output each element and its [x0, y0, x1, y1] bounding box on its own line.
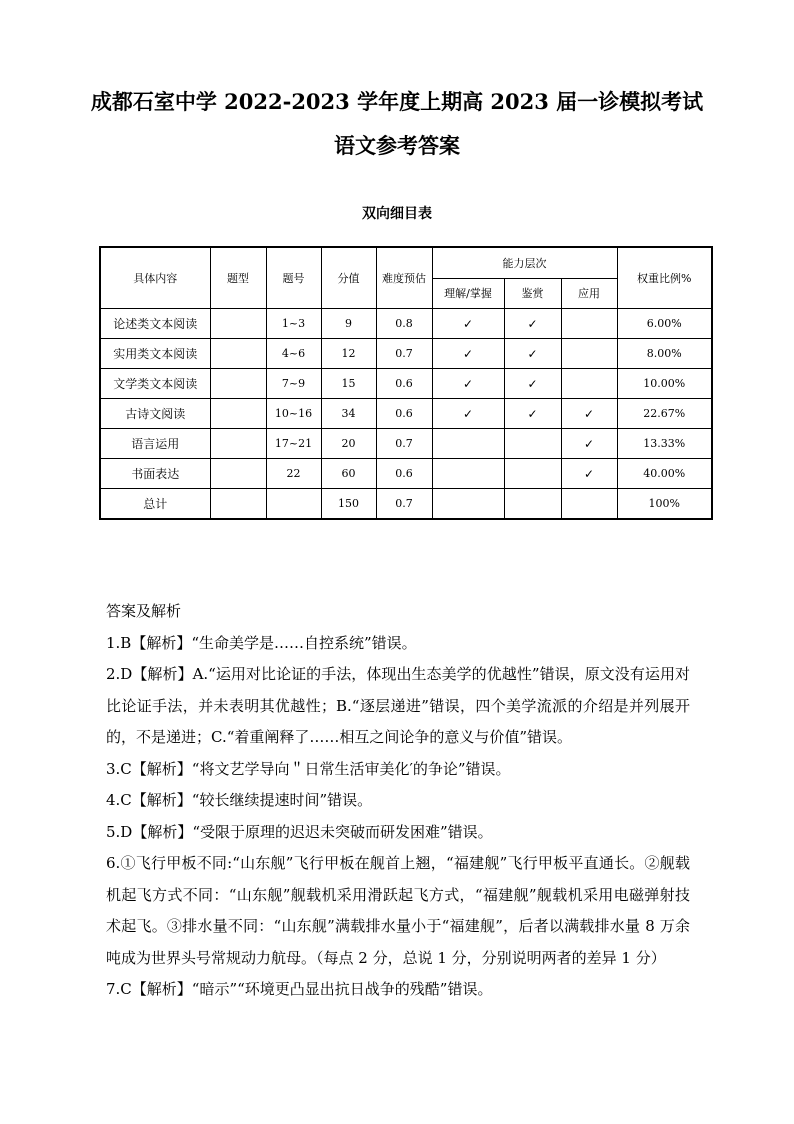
cell-c1: ✓ — [432, 369, 504, 399]
header-number: 题号 — [266, 247, 321, 309]
header-ability-apply: 应用 — [561, 278, 617, 309]
spec-table — [99, 246, 713, 520]
cell-content: 总计 — [100, 489, 210, 520]
cell-number: 4~6 — [266, 339, 321, 369]
answers-heading: 答案及解析 — [106, 602, 182, 620]
cell-type — [210, 309, 266, 339]
cell-weight: 10.00% — [617, 369, 712, 399]
table-row — [100, 459, 712, 489]
cell-c2 — [504, 459, 561, 489]
table-row — [100, 399, 712, 429]
table-title: 双向细目表 — [362, 206, 432, 222]
table-row — [100, 309, 712, 339]
cell-score: 60 — [321, 459, 376, 489]
cell-c3: ✓ — [561, 459, 617, 489]
cell-score: 15 — [321, 369, 376, 399]
document-title: 成都石室中学 2022-2023 学年度上期高 2023 届一诊模拟考试 — [90, 89, 704, 114]
cell-score: 20 — [321, 429, 376, 459]
cell-weight: 100% — [617, 489, 712, 520]
cell-weight: 13.33% — [617, 429, 712, 459]
cell-c2 — [504, 429, 561, 459]
header-ability-understand: 理解/掌握 — [432, 278, 504, 309]
table-row — [100, 369, 712, 399]
table-row — [100, 339, 712, 369]
cell-content: 文学类文本阅读 — [100, 369, 210, 399]
header-weight: 权重比例% — [617, 247, 712, 309]
cell-type — [210, 489, 266, 520]
cell-c1 — [432, 459, 504, 489]
cell-number: 1~3 — [266, 309, 321, 339]
cell-weight: 40.00% — [617, 459, 712, 489]
header-content: 具体内容 — [100, 247, 210, 309]
cell-c3: ✓ — [561, 429, 617, 459]
cell-c2: ✓ — [504, 339, 561, 369]
header-score: 分值 — [321, 247, 376, 309]
cell-content: 语言运用 — [100, 429, 210, 459]
table-row — [100, 489, 712, 520]
cell-difficulty: 0.8 — [376, 309, 432, 339]
cell-c1: ✓ — [432, 339, 504, 369]
cell-score: 9 — [321, 309, 376, 339]
cell-c3 — [561, 339, 617, 369]
cell-score: 150 — [321, 489, 376, 520]
cell-c2: ✓ — [504, 309, 561, 339]
cell-c3 — [561, 309, 617, 339]
cell-c1 — [432, 489, 504, 520]
cell-score: 12 — [321, 339, 376, 369]
cell-c1 — [432, 429, 504, 459]
cell-content: 书面表达 — [100, 459, 210, 489]
header-type: 题型 — [210, 247, 266, 309]
cell-number: 17~21 — [266, 429, 321, 459]
cell-number: 7~9 — [266, 369, 321, 399]
table-row — [100, 429, 712, 459]
header-ability-appreciate: 鉴赏 — [504, 278, 561, 309]
answers-section — [106, 596, 690, 1006]
cell-c1: ✓ — [432, 399, 504, 429]
cell-type — [210, 399, 266, 429]
answer-item: 7.C【解析】“暗示”“环境更凸显出抗日战争的残酷”错误。 — [106, 980, 493, 998]
cell-content: 古诗文阅读 — [100, 399, 210, 429]
answer-item: 5.D【解析】“受限于原理的迟迟未突破而研发困难”错误。 — [106, 822, 493, 841]
header-ability: 能力层次 — [432, 247, 617, 278]
answer-item: 4.C【解析】“较长继续提速时间”错误。 — [106, 791, 373, 809]
answer-list — [106, 628, 690, 1006]
cell-c3: ✓ — [561, 399, 617, 429]
header-difficulty: 难度预估 — [376, 247, 432, 309]
cell-c2 — [504, 489, 561, 520]
cell-type — [210, 429, 266, 459]
cell-weight: 6.00% — [617, 309, 712, 339]
cell-number: 10~16 — [266, 399, 321, 429]
cell-type — [210, 459, 266, 489]
document-subtitle: 语文参考答案 — [334, 133, 460, 158]
cell-c3 — [561, 369, 617, 399]
answer-item: 1.B【解析】“生命美学是……自控系统”错误。 — [106, 633, 417, 652]
cell-number: 22 — [266, 459, 321, 489]
cell-c1: ✓ — [432, 309, 504, 339]
cell-number — [266, 489, 321, 520]
cell-weight: 22.67% — [617, 399, 712, 429]
cell-difficulty: 0.6 — [376, 459, 432, 489]
answer-item: 3.C【解析】“将文艺学导向＂日常生活审美化′的争论”错误。 — [106, 759, 511, 778]
cell-score: 34 — [321, 399, 376, 429]
cell-c3 — [561, 489, 617, 520]
cell-difficulty: 0.7 — [376, 429, 432, 459]
cell-difficulty: 0.6 — [376, 369, 432, 399]
cell-type — [210, 339, 266, 369]
answer-item: 6.①飞行甲板不同:“山东舰”飞行甲板在舰首上翘，“福建舰”飞行甲板平直通长。②舰载机起飞方式不同：“山东舰”舰载机采用滑跃起飞方式，“福建舰”舰载机采用电磁弹射技术起飞。③排水量不同：“山东舰”满载排水量小于“福建舰”，后者以满载排水量 8 万余吨成为世界头号常规动力航母。（每点 2 分，总说 1 分，分别说明两者的差异 1 分） — [106, 854, 690, 967]
cell-difficulty: 0.7 — [376, 489, 432, 520]
answer-item: 2.D【解析】A.“运用对比论证的手法，体现出生态美学的优越性”错误，原文没有运用对比论证手法，并未表明其优越性；B.“逐层递进”错误，四个美学流派的介绍是并列展开的，不是递进；C.“着重阐释了……相互之间论争的意义与价值”错误。 — [106, 665, 690, 746]
cell-difficulty: 0.7 — [376, 339, 432, 369]
cell-content: 论述类文本阅读 — [100, 309, 210, 339]
cell-difficulty: 0.6 — [376, 399, 432, 429]
cell-c2: ✓ — [504, 399, 561, 429]
cell-content: 实用类文本阅读 — [100, 339, 210, 369]
cell-c2: ✓ — [504, 369, 561, 399]
cell-type — [210, 369, 266, 399]
cell-weight: 8.00% — [617, 339, 712, 369]
